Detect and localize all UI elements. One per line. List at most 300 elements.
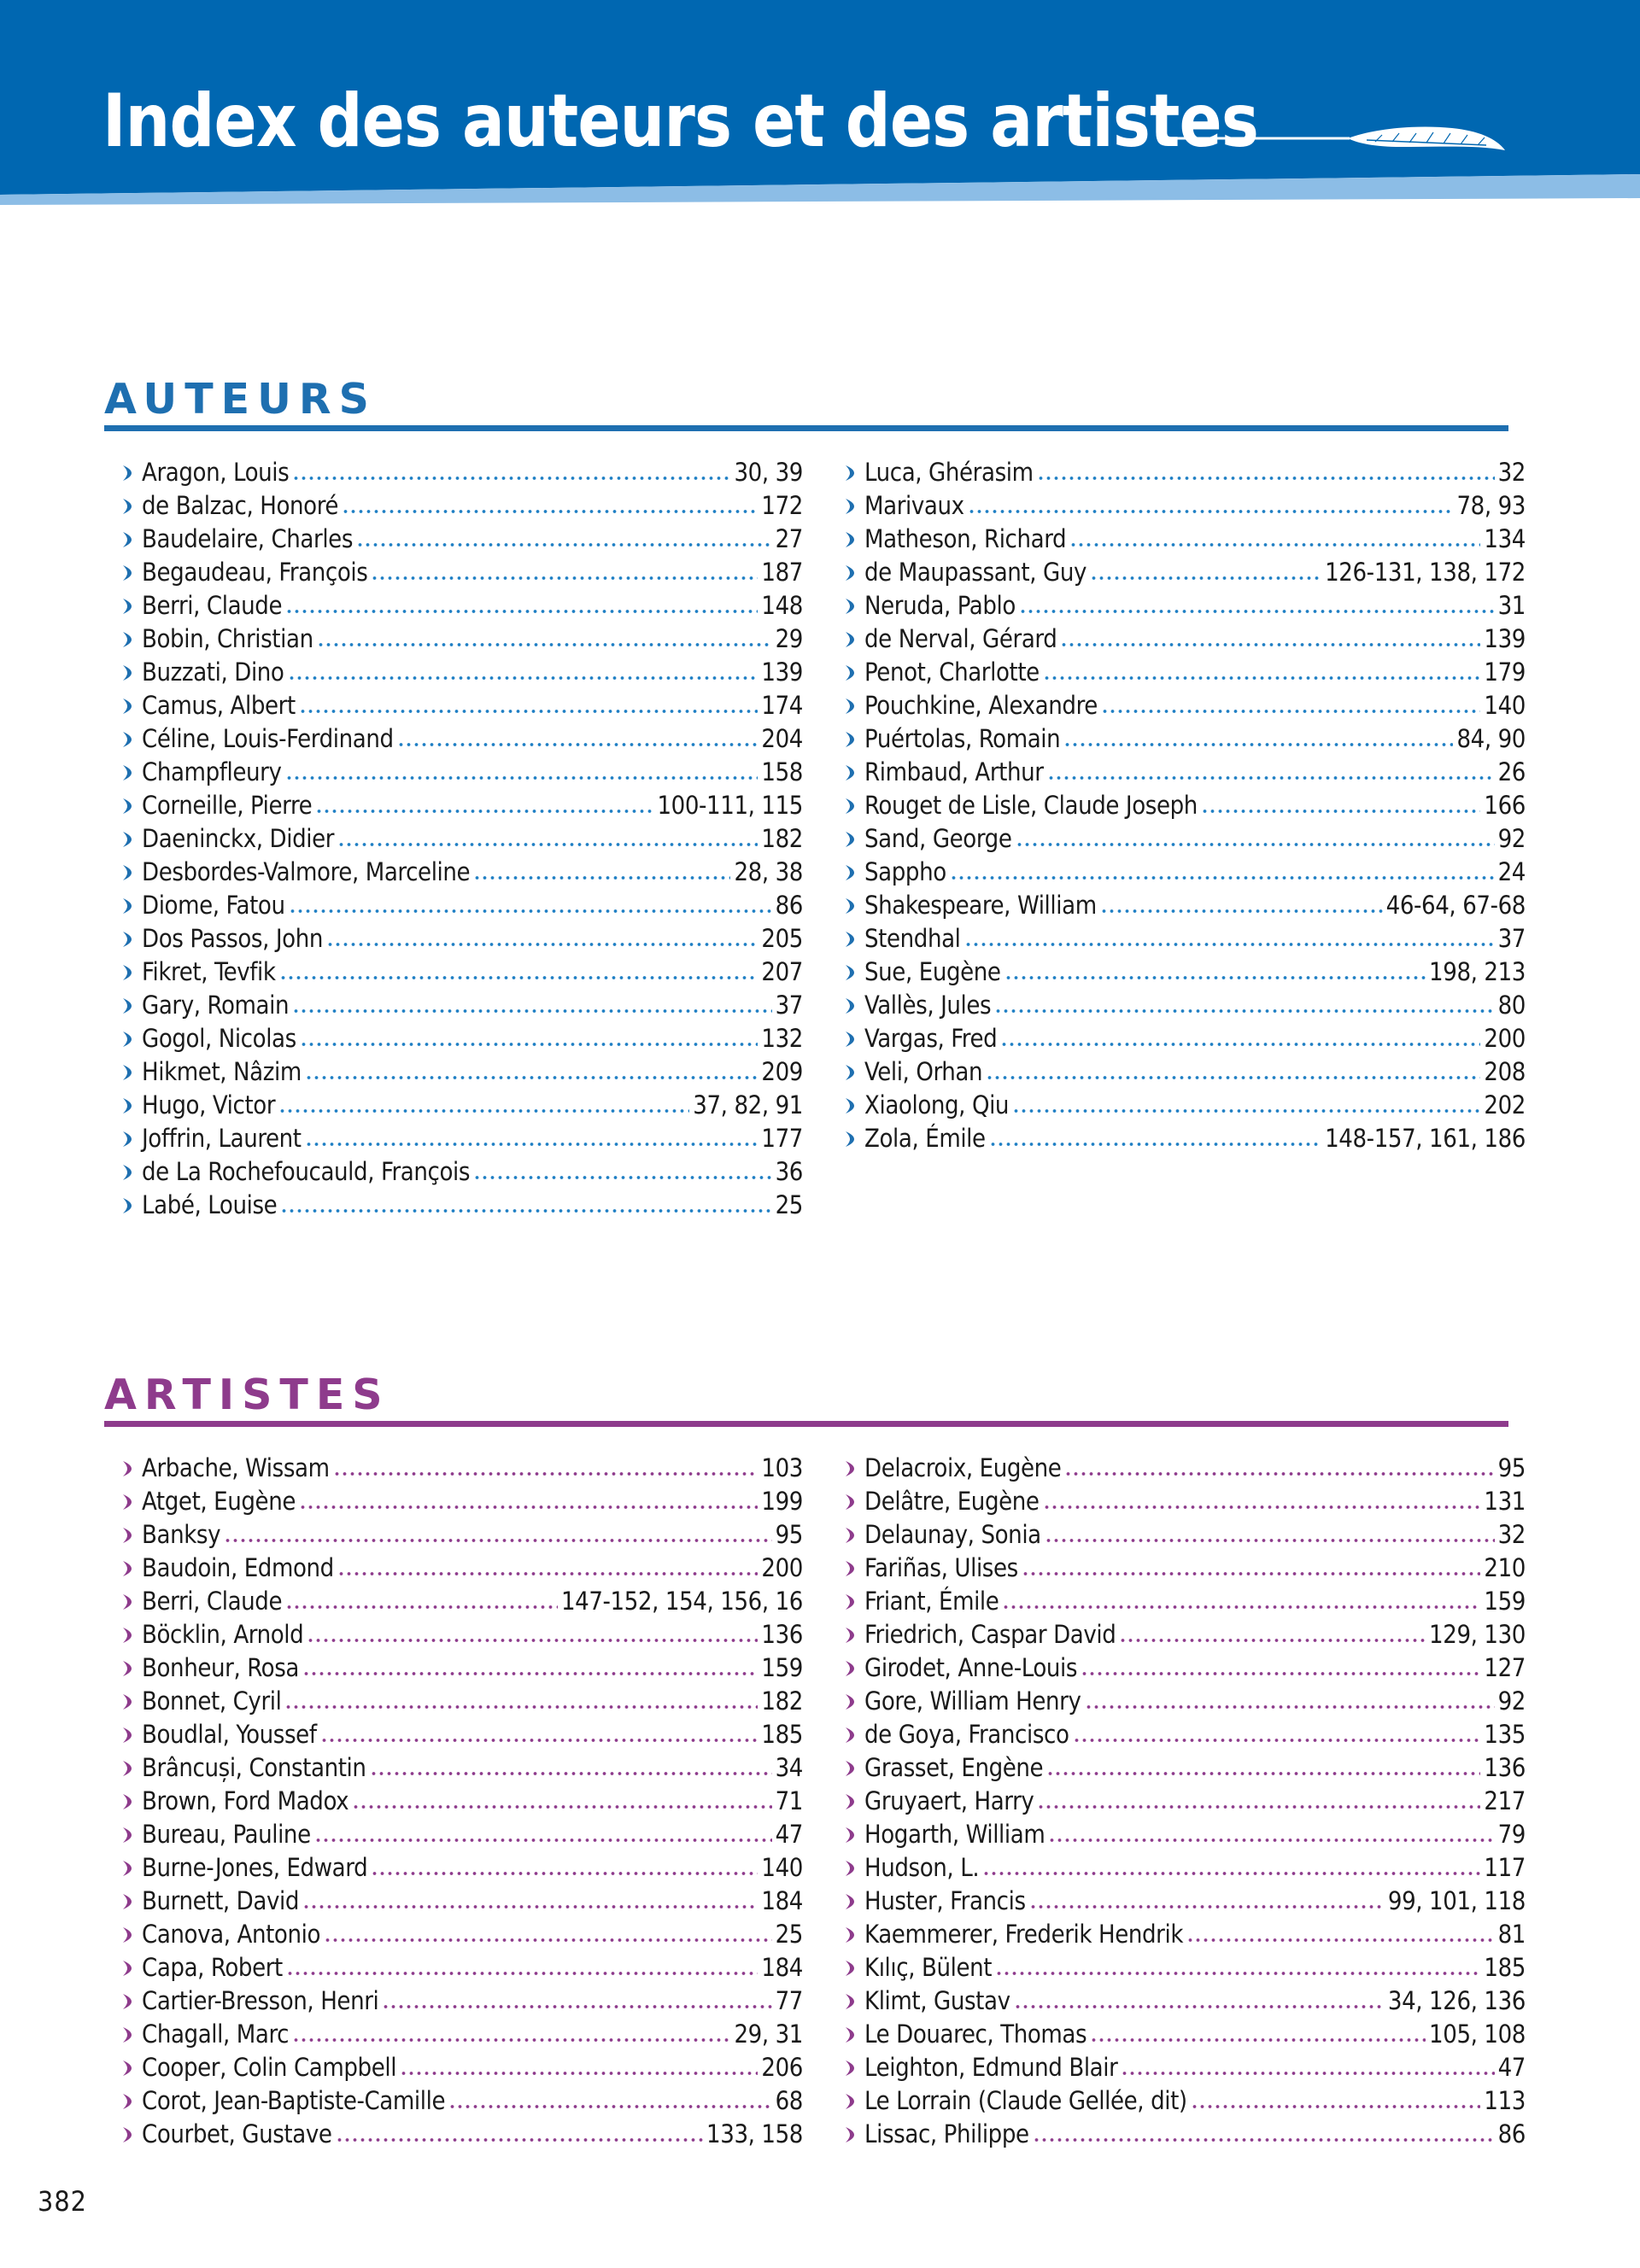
- entry-name: Vallès, Jules: [864, 991, 992, 1020]
- index-entry: [121, 1651, 803, 1685]
- entry-name: Baudelaire, Charles: [142, 524, 354, 553]
- entry-pages: 27: [775, 524, 803, 553]
- dot-leader: [1201, 809, 1480, 814]
- section-rule-artistes: [104, 1421, 1508, 1427]
- index-entry: [121, 623, 803, 656]
- bullet-arrow-icon: [121, 1097, 133, 1114]
- dot-leader: [371, 576, 758, 581]
- entry-name: Klimt, Gustav: [864, 1986, 1010, 2015]
- bullet-arrow-icon: [844, 465, 856, 482]
- index-entry: [844, 1785, 1526, 1818]
- bullet-arrow-icon: [121, 1693, 133, 1710]
- entry-name: Gruyaert, Harry: [864, 1786, 1034, 1815]
- entry-name: Luca, Ghérasim: [864, 458, 1034, 487]
- dot-leader: [1037, 476, 1495, 481]
- entry-pages: 32: [1497, 1520, 1526, 1549]
- bullet-arrow-icon: [844, 831, 856, 848]
- entry-name: Bureau, Pauline: [142, 1820, 311, 1849]
- entry-name: Chagall, Marc: [142, 2020, 290, 2049]
- dot-leader: [292, 1008, 771, 1014]
- bullet-arrow-icon: [121, 1197, 133, 1214]
- index-entry: [121, 956, 803, 989]
- section-rule-auteurs: [104, 425, 1508, 431]
- index-entry: [121, 1022, 803, 1055]
- dot-leader: [288, 675, 758, 681]
- entry-pages: 129, 130: [1429, 1620, 1526, 1649]
- entry-name: Le Douarec, Thomas: [864, 2020, 1087, 2049]
- bullet-arrow-icon: [844, 1627, 856, 1644]
- entry-pages: 47: [1497, 2053, 1526, 2082]
- dot-leader: [1063, 742, 1453, 747]
- bullet-arrow-icon: [121, 1493, 133, 1511]
- dot-leader: [289, 909, 772, 914]
- bullet-arrow-icon: [844, 1693, 856, 1710]
- entry-name: Desbordes-Valmore, Marceline: [142, 857, 471, 886]
- index-entry: [844, 1685, 1526, 1718]
- entry-pages: 29: [775, 624, 803, 653]
- bullet-arrow-icon: [844, 1064, 856, 1081]
- entry-name: Dos Passos, John: [142, 924, 323, 953]
- entry-pages: 159: [1484, 1587, 1526, 1616]
- dot-leader: [305, 1075, 758, 1080]
- index-entry: [121, 2051, 803, 2084]
- dot-leader: [1090, 576, 1321, 581]
- dot-leader: [989, 1142, 1321, 1147]
- index-entry: [121, 589, 803, 623]
- entry-name: Kılıç, Bülent: [864, 1953, 993, 1982]
- index-entry: [844, 623, 1526, 656]
- bullet-arrow-icon: [121, 698, 133, 715]
- bullet-arrow-icon: [121, 798, 133, 815]
- index-entry: [844, 1122, 1526, 1155]
- entry-pages: 34, 126, 136: [1387, 1986, 1526, 2015]
- entry-pages: 86: [1497, 2119, 1526, 2148]
- entry-name: Gary, Romain: [142, 991, 290, 1020]
- dot-leader: [299, 1505, 758, 1510]
- index-entry: [121, 889, 803, 922]
- entry-name: Lissac, Philippe: [864, 2119, 1029, 2148]
- entry-name: Daeninckx, Didier: [142, 824, 335, 853]
- dot-leader: [279, 975, 758, 980]
- entry-pages: 126-131, 138, 172: [1325, 558, 1526, 587]
- entry-name: Rimbaud, Arthur: [864, 757, 1044, 786]
- bullet-arrow-icon: [844, 1893, 856, 1910]
- entry-name: Capa, Robert: [142, 1953, 283, 1982]
- entry-pages: 77: [775, 1986, 803, 2015]
- bullet-arrow-icon: [121, 1064, 133, 1081]
- entry-name: de Nerval, Gérard: [864, 624, 1057, 653]
- entry-name: Hugo, Victor: [142, 1090, 276, 1119]
- index-entry: [844, 2084, 1526, 2118]
- index-entry: [844, 989, 1526, 1022]
- entry-name: Buzzati, Dino: [142, 658, 284, 687]
- entry-name: Neruda, Pablo: [864, 591, 1016, 620]
- dot-leader: [1046, 1771, 1480, 1776]
- index-entry: [844, 1485, 1526, 1518]
- index-entry: [121, 1552, 803, 1585]
- index-entry: [844, 922, 1526, 956]
- dot-leader: [1012, 1108, 1480, 1114]
- dot-leader: [336, 2137, 704, 2142]
- entry-name: Delacroix, Eugène: [864, 1453, 1062, 1482]
- dot-leader: [400, 2071, 758, 2076]
- entry-name: Corot, Jean-Baptiste-Camille: [142, 2086, 446, 2115]
- dot-leader: [1022, 1571, 1481, 1576]
- index-entry: [121, 689, 803, 722]
- bullet-arrow-icon: [844, 1660, 856, 1677]
- bullet-arrow-icon: [121, 564, 133, 582]
- entry-pages: 32: [1497, 458, 1526, 487]
- bullet-arrow-icon: [844, 1593, 856, 1610]
- index-entry: [121, 656, 803, 689]
- entry-pages: 179: [1484, 658, 1526, 687]
- entry-pages: 177: [761, 1124, 803, 1153]
- dot-leader: [320, 1738, 758, 1743]
- bullet-arrow-icon: [121, 1926, 133, 1944]
- dot-leader: [448, 2104, 771, 2109]
- bullet-arrow-icon: [121, 1560, 133, 1577]
- bullet-arrow-icon: [121, 1893, 133, 1910]
- entry-name: Brâncuși, Constantin: [142, 1753, 366, 1782]
- bullet-arrow-icon: [121, 1993, 133, 2010]
- bullet-arrow-icon: [121, 1627, 133, 1644]
- entry-pages: 184: [761, 1953, 803, 1982]
- entry-name: Puértolas, Romain: [864, 724, 1061, 753]
- index-entry: [844, 756, 1526, 789]
- bullet-arrow-icon: [121, 1527, 133, 1544]
- dot-leader: [1043, 1505, 1481, 1510]
- dot-leader: [1033, 2137, 1495, 2142]
- entry-pages: 34: [775, 1753, 803, 1782]
- dot-leader: [1073, 1738, 1481, 1743]
- entry-name: Gore, William Henry: [864, 1686, 1081, 1716]
- bullet-arrow-icon: [121, 1131, 133, 1148]
- entry-pages: 105, 108: [1429, 2020, 1526, 2049]
- bullet-arrow-icon: [844, 1926, 856, 1944]
- dot-leader: [285, 775, 758, 780]
- dot-leader: [473, 1175, 772, 1180]
- entry-pages: 92: [1497, 1686, 1526, 1716]
- entry-name: de Maupassant, Guy: [864, 558, 1087, 587]
- bullet-arrow-icon: [121, 1860, 133, 1877]
- entry-pages: 133, 158: [706, 2119, 803, 2148]
- index-entry: [844, 2118, 1526, 2151]
- bullet-arrow-icon: [121, 2026, 133, 2043]
- entry-pages: 47: [775, 1820, 803, 1849]
- bullet-arrow-icon: [121, 1593, 133, 1610]
- bullet-arrow-icon: [121, 664, 133, 681]
- index-entry: [121, 722, 803, 756]
- entry-name: Delaunay, Sonia: [864, 1520, 1041, 1549]
- entry-pages: 158: [761, 757, 803, 786]
- index-entry: [844, 489, 1526, 523]
- entry-pages: 127: [1484, 1653, 1526, 1682]
- dot-leader: [342, 509, 758, 514]
- bullet-arrow-icon: [121, 531, 133, 548]
- bullet-arrow-icon: [844, 964, 856, 981]
- index-entry: [121, 1518, 803, 1552]
- page-title: Index des auteurs et des artistes: [102, 79, 1258, 164]
- dot-leader: [292, 2037, 730, 2043]
- header-band: [0, 0, 1640, 205]
- bullet-arrow-icon: [844, 598, 856, 615]
- dot-leader: [382, 2004, 771, 2009]
- bullet-arrow-icon: [121, 631, 133, 648]
- index-entry: [844, 1885, 1526, 1918]
- entry-name: Sue, Eugène: [864, 957, 1001, 986]
- auteurs-right-column: [844, 456, 1526, 1155]
- dot-leader: [1045, 1538, 1495, 1543]
- entry-name: Penot, Charlotte: [864, 658, 1040, 687]
- dot-leader: [356, 542, 772, 547]
- bullet-arrow-icon: [121, 1164, 133, 1181]
- index-entry: [121, 1485, 803, 1518]
- entry-pages: 139: [761, 658, 803, 687]
- entry-pages: 92: [1497, 824, 1526, 853]
- entry-pages: 174: [761, 691, 803, 720]
- entry-name: Aragon, Louis: [142, 458, 290, 487]
- dot-leader: [280, 1208, 771, 1213]
- dot-leader: [1069, 542, 1480, 547]
- entry-pages: 185: [761, 1720, 803, 1749]
- entry-pages: 24: [1497, 857, 1526, 886]
- dot-leader: [1047, 775, 1495, 780]
- entry-pages: 117: [1484, 1853, 1526, 1882]
- dot-leader: [1014, 2004, 1385, 2009]
- entry-pages: 136: [761, 1620, 803, 1649]
- entry-name: Sand, George: [864, 824, 1012, 853]
- bullet-arrow-icon: [121, 465, 133, 482]
- artistes-left-column: [121, 1452, 803, 2151]
- index-entry: [844, 523, 1526, 556]
- bullet-arrow-icon: [121, 1960, 133, 1977]
- entry-name: Hogarth, William: [864, 1820, 1046, 1849]
- bullet-arrow-icon: [844, 1460, 856, 1477]
- entry-pages: 131: [1484, 1487, 1526, 1516]
- bullet-arrow-icon: [121, 1793, 133, 1810]
- bullet-arrow-icon: [844, 564, 856, 582]
- dot-leader: [968, 509, 1454, 514]
- index-entry: [844, 456, 1526, 489]
- index-entry: [844, 1452, 1526, 1485]
- entry-name: Bonheur, Rosa: [142, 1653, 299, 1682]
- index-entry: [121, 1885, 803, 1918]
- index-entry: [121, 523, 803, 556]
- bullet-arrow-icon: [121, 997, 133, 1014]
- dot-leader: [1121, 2071, 1494, 2076]
- bullet-arrow-icon: [844, 698, 856, 715]
- bullet-arrow-icon: [844, 631, 856, 648]
- entry-pages: 71: [775, 1786, 803, 1815]
- entry-name: de Goya, Francisco: [864, 1720, 1069, 1749]
- entry-name: Marivaux: [864, 491, 964, 520]
- index-entry: [121, 789, 803, 822]
- entry-pages: 31: [1497, 591, 1526, 620]
- entry-name: Matheson, Richard: [864, 524, 1067, 553]
- bullet-arrow-icon: [844, 1827, 856, 1844]
- dot-leader: [1090, 2037, 1426, 2043]
- entry-name: Burne-Jones, Edward: [142, 1853, 368, 1882]
- dot-leader: [286, 1971, 758, 1976]
- dot-leader: [1119, 1638, 1426, 1643]
- dot-leader: [1002, 1605, 1480, 1610]
- entry-pages: 199: [761, 1487, 803, 1516]
- entry-pages: 172: [761, 491, 803, 520]
- index-entry: [844, 1089, 1526, 1122]
- dot-leader: [307, 1638, 758, 1643]
- entry-name: Leighton, Edmund Blair: [864, 2053, 1118, 2082]
- bullet-arrow-icon: [121, 598, 133, 615]
- entry-name: Fariñas, Ulises: [864, 1553, 1018, 1582]
- bullet-arrow-icon: [844, 1527, 856, 1544]
- index-entry: [844, 956, 1526, 989]
- index-entry: [844, 1918, 1526, 1951]
- entry-name: Vargas, Fred: [864, 1024, 998, 1053]
- bullet-arrow-icon: [844, 731, 856, 748]
- section-heading-auteurs: AUTEURS: [104, 375, 377, 424]
- bullet-arrow-icon: [121, 1760, 133, 1777]
- index-entry: [121, 989, 803, 1022]
- entry-name: Hikmet, Nâzim: [142, 1057, 302, 1086]
- entry-pages: 200: [761, 1553, 803, 1582]
- dot-leader: [299, 709, 758, 714]
- bullet-arrow-icon: [844, 1031, 856, 1048]
- entry-pages: 208: [1484, 1057, 1526, 1086]
- dot-leader: [285, 609, 758, 614]
- entry-pages: 187: [761, 558, 803, 587]
- index-entry: [121, 2084, 803, 2118]
- entry-name: de Balzac, Honoré: [142, 491, 339, 520]
- bullet-arrow-icon: [844, 798, 856, 815]
- entry-name: Böcklin, Arnold: [142, 1620, 304, 1649]
- entry-pages: 166: [1484, 791, 1526, 820]
- dot-leader: [317, 642, 772, 647]
- dot-leader: [371, 1871, 758, 1876]
- entry-name: Shakespeare, William: [864, 891, 1097, 920]
- entry-pages: 198, 213: [1429, 957, 1526, 986]
- entry-name: Boudlal, Youssef: [142, 1720, 317, 1749]
- bullet-arrow-icon: [844, 897, 856, 915]
- index-entry: [844, 1851, 1526, 1885]
- index-entry: [844, 1951, 1526, 1984]
- entry-pages: 68: [775, 2086, 803, 2115]
- bullet-arrow-icon: [121, 2093, 133, 2110]
- bullet-arrow-icon: [121, 498, 133, 515]
- index-entry: [121, 1055, 803, 1089]
- bullet-arrow-icon: [844, 931, 856, 948]
- dot-leader: [964, 942, 1495, 947]
- entry-pages: 206: [761, 2053, 803, 2082]
- index-entry: [844, 556, 1526, 589]
- dot-leader: [300, 1042, 758, 1047]
- dot-leader: [337, 842, 758, 847]
- entry-name: Veli, Orhan: [864, 1057, 983, 1086]
- index-entry: [121, 822, 803, 856]
- index-entry: [121, 1585, 803, 1618]
- bullet-arrow-icon: [844, 2060, 856, 2077]
- index-entry: [121, 2018, 803, 2051]
- entry-name: Berri, Claude: [142, 591, 283, 620]
- entry-pages: 147-152, 154, 156, 16: [560, 1587, 803, 1616]
- entry-pages: 139: [1484, 624, 1526, 653]
- entry-pages: 148-157, 161, 186: [1325, 1124, 1526, 1153]
- bullet-arrow-icon: [844, 764, 856, 781]
- dot-leader: [1101, 709, 1480, 714]
- bullet-arrow-icon: [844, 1793, 856, 1810]
- entry-pages: 37: [1497, 924, 1526, 953]
- entry-name: Corneille, Pierre: [142, 791, 313, 820]
- index-entry: [121, 856, 803, 889]
- entry-pages: 81: [1497, 1920, 1526, 1949]
- entry-pages: 99, 101, 118: [1387, 1886, 1526, 1915]
- entry-name: Burnett, David: [142, 1886, 299, 1915]
- index-entry: [121, 1718, 803, 1751]
- index-entry: [121, 1452, 803, 1485]
- bullet-arrow-icon: [121, 1660, 133, 1677]
- dot-leader: [1060, 642, 1480, 647]
- dot-leader: [1037, 1804, 1480, 1809]
- entry-pages: 84, 90: [1456, 724, 1526, 753]
- entry-name: Huster, Francis: [864, 1886, 1026, 1915]
- index-entry: [844, 856, 1526, 889]
- dot-leader: [950, 875, 1495, 880]
- index-entry: [121, 1189, 803, 1222]
- dot-leader: [224, 1538, 771, 1543]
- index-entry: [121, 1685, 803, 1718]
- entry-name: Arbache, Wissam: [142, 1453, 330, 1482]
- entry-name: Baudoin, Edmond: [142, 1553, 334, 1582]
- entry-pages: 80: [1497, 991, 1526, 1020]
- dot-leader: [1000, 1042, 1480, 1047]
- index-entry: [121, 1951, 803, 1984]
- dot-leader: [284, 1704, 758, 1710]
- bullet-arrow-icon: [121, 897, 133, 915]
- entry-pages: 182: [761, 1686, 803, 1716]
- entry-name: Banksy: [142, 1520, 221, 1549]
- entry-pages: 78, 93: [1456, 491, 1526, 520]
- index-entry: [844, 1984, 1526, 2018]
- dot-leader: [314, 1838, 772, 1843]
- index-entry: [121, 1155, 803, 1189]
- entry-name: de La Rochefoucauld, François: [142, 1157, 471, 1186]
- bullet-arrow-icon: [121, 864, 133, 881]
- index-entry: [844, 1055, 1526, 1089]
- index-entry: [844, 789, 1526, 822]
- entry-name: Courbet, Gustave: [142, 2119, 332, 2148]
- dot-leader: [1085, 1704, 1495, 1710]
- index-entry: [121, 1122, 803, 1155]
- dot-leader: [1064, 1471, 1494, 1476]
- dot-leader: [324, 1938, 772, 1943]
- entry-pages: 95: [1497, 1453, 1526, 1482]
- dot-leader: [1019, 609, 1495, 614]
- dot-leader: [1016, 842, 1495, 847]
- entry-pages: 136: [1484, 1753, 1526, 1782]
- entry-name: Fikret, Tevfik: [142, 957, 276, 986]
- entry-name: Le Lorrain (Claude Gellée, dit): [864, 2086, 1187, 2115]
- dot-leader: [285, 1605, 558, 1610]
- bullet-arrow-icon: [121, 1031, 133, 1048]
- index-entry: [844, 1751, 1526, 1785]
- entry-name: Cartier-Bresson, Henri: [142, 1986, 379, 2015]
- bullet-arrow-icon: [844, 1960, 856, 1977]
- bullet-arrow-icon: [844, 997, 856, 1014]
- dot-leader: [292, 476, 730, 481]
- bullet-arrow-icon: [121, 764, 133, 781]
- artistes-right-column: [844, 1452, 1526, 2151]
- entry-name: Champfleury: [142, 757, 282, 786]
- entry-pages: 25: [775, 1920, 803, 1949]
